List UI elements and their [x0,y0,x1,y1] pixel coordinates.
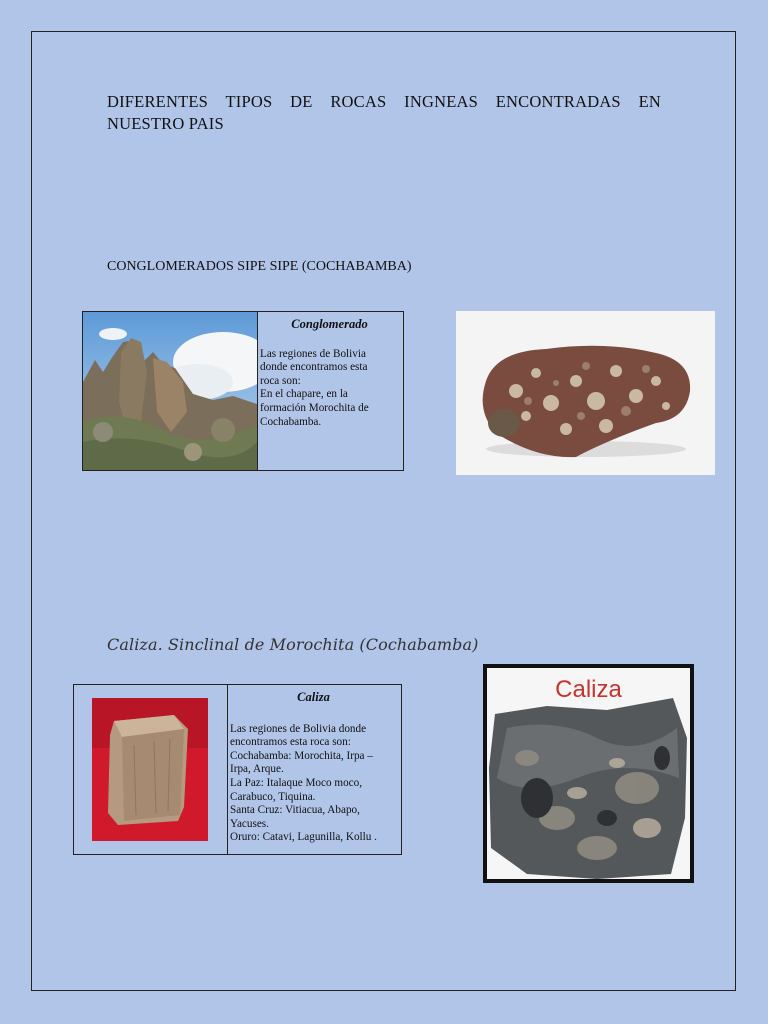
description-line: Yacuses. [230,817,269,830]
description-line: Oruro: Catavi, Lagunilla, Kollu . [230,831,377,844]
section-heading-caliza: Caliza. Sinclinal de Morochita (Cochabamba) [107,635,479,654]
description-line: Cochabamba. [260,415,322,428]
caliza-description [228,685,401,854]
section-heading-conglomerado: CONGLOMERADOS SIPE SIPE (COCHABAMBA) [107,259,412,274]
page-title: DIFERENTES TIPOS DE ROCAS INGNEAS ENCONTRADAS EN NUESTRO PAIS [107,92,661,133]
description-line: roca son: [260,374,301,387]
caliza-photo-label: Caliza [555,676,622,703]
description-line: encontramos esta roca son: [230,736,351,749]
conglomerado-rock-photo [456,311,715,475]
caliza-info-card [73,684,402,855]
description-line: formación Morochita de [260,401,369,414]
description-line: Las regiones de Bolivia donde [230,722,367,735]
description-line: Las regiones de Bolivia [260,347,366,360]
caliza-rock-photo [483,664,694,883]
description-line: Carabuco, Tiquina. [230,790,316,803]
description-line: Cochabamba: Morochita, Irpa – [230,749,373,762]
caliza-sample-photo [74,685,228,854]
caliza-photo-inner [487,668,690,879]
description-line: La Paz: Italaque Moco moco, [230,776,363,789]
description-line: Santa Cruz: Vitiacua, Abapo, [230,804,360,817]
sipe-sipe-landscape-photo [83,312,258,470]
conglomerado-info-card [82,311,404,471]
description-line: donde encontramos esta [260,361,368,374]
rock-name: Conglomerado [291,317,368,331]
conglomerado-description [258,312,403,470]
description-line: Irpa, Arque. [230,763,284,776]
description-line: En el chapare, en la [260,388,348,401]
rock-name: Caliza [297,690,330,704]
